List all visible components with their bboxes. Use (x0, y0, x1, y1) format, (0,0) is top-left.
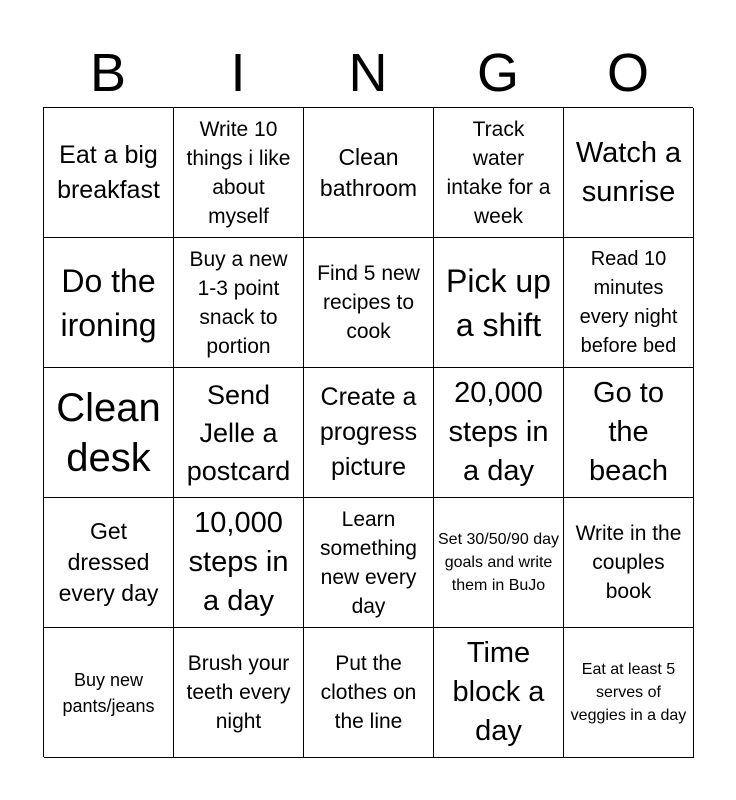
cell-text: Brush your teeth every night (186, 652, 291, 733)
cell-text: Create a progress picture (319, 383, 418, 481)
cell-text: Clean bathroom (319, 143, 418, 201)
bingo-cell[interactable] (434, 628, 564, 758)
cell-text: Do the ironing (60, 262, 157, 343)
cell-text: Clean desk (56, 385, 161, 480)
bingo-cell[interactable] (564, 498, 694, 628)
cell-text: Track water intake for a week (446, 117, 551, 228)
bingo-cell[interactable] (564, 368, 694, 498)
cell-text: Buy a new 1-3 point snack to portion (189, 247, 288, 358)
bingo-cell[interactable] (304, 368, 434, 498)
cell-text: Time block a day (452, 637, 545, 747)
bingo-header (43, 40, 693, 106)
header-letter-b: B (89, 43, 127, 103)
bingo-cell[interactable] (174, 368, 304, 498)
bingo-cell[interactable] (44, 238, 174, 368)
bingo-cell[interactable] (44, 498, 174, 628)
bingo-cell[interactable] (434, 368, 564, 498)
header-letter-o: O (606, 43, 649, 103)
bingo-cell[interactable] (44, 368, 174, 498)
cell-text: Find 5 new recipes to cook (317, 262, 420, 343)
cell-text: Buy new pants/jeans (62, 669, 155, 716)
bingo-cell[interactable] (434, 498, 564, 628)
bingo-cell[interactable] (174, 238, 304, 368)
bingo-cell[interactable] (564, 238, 694, 368)
bingo-cell[interactable] (304, 108, 434, 238)
cell-text: Eat a big breakfast (57, 140, 160, 204)
cell-text: Read 10 minutes every night before bed (579, 247, 678, 357)
bingo-cell[interactable] (434, 108, 564, 238)
bingo-cell[interactable] (174, 108, 304, 238)
bingo-grid (43, 107, 693, 757)
bingo-cell[interactable] (304, 628, 434, 758)
bingo-cell[interactable] (44, 108, 174, 238)
bingo-cell[interactable] (564, 108, 694, 238)
bingo-cell[interactable] (304, 498, 434, 628)
cell-text: Watch a sunrise (575, 136, 682, 208)
cell-text: 10,000 steps in a day (188, 507, 289, 617)
bingo-cell[interactable] (434, 238, 564, 368)
cell-text: 20,000 steps in a day (448, 377, 549, 487)
cell-text: Pick up a shift (446, 262, 551, 343)
cell-text: Learn something new every day (320, 507, 417, 618)
cell-text: Eat at least 5 serves of veggies in a day (570, 661, 687, 724)
cell-text: Write 10 things i like about myself (186, 117, 291, 228)
cell-text: Put the clothes on the line (320, 652, 417, 733)
cell-text: Set 30/50/90 day goals and write them in BuJo (438, 531, 559, 594)
bingo-cell[interactable] (564, 628, 694, 758)
header-letter-n: N (348, 43, 388, 103)
header-letter-g: G (476, 43, 519, 103)
bingo-cell[interactable] (174, 628, 304, 758)
cell-text: Send Jelle a postcard (186, 379, 291, 486)
bingo-cell[interactable] (44, 628, 174, 758)
cell-text: Get dressed every day (58, 518, 159, 606)
cell-text: Go to the beach (588, 377, 668, 487)
header-letter-i: I (230, 43, 246, 103)
cell-text: Write in the couples book (575, 522, 682, 603)
bingo-cell[interactable] (174, 498, 304, 628)
bingo-cell[interactable] (304, 238, 434, 368)
